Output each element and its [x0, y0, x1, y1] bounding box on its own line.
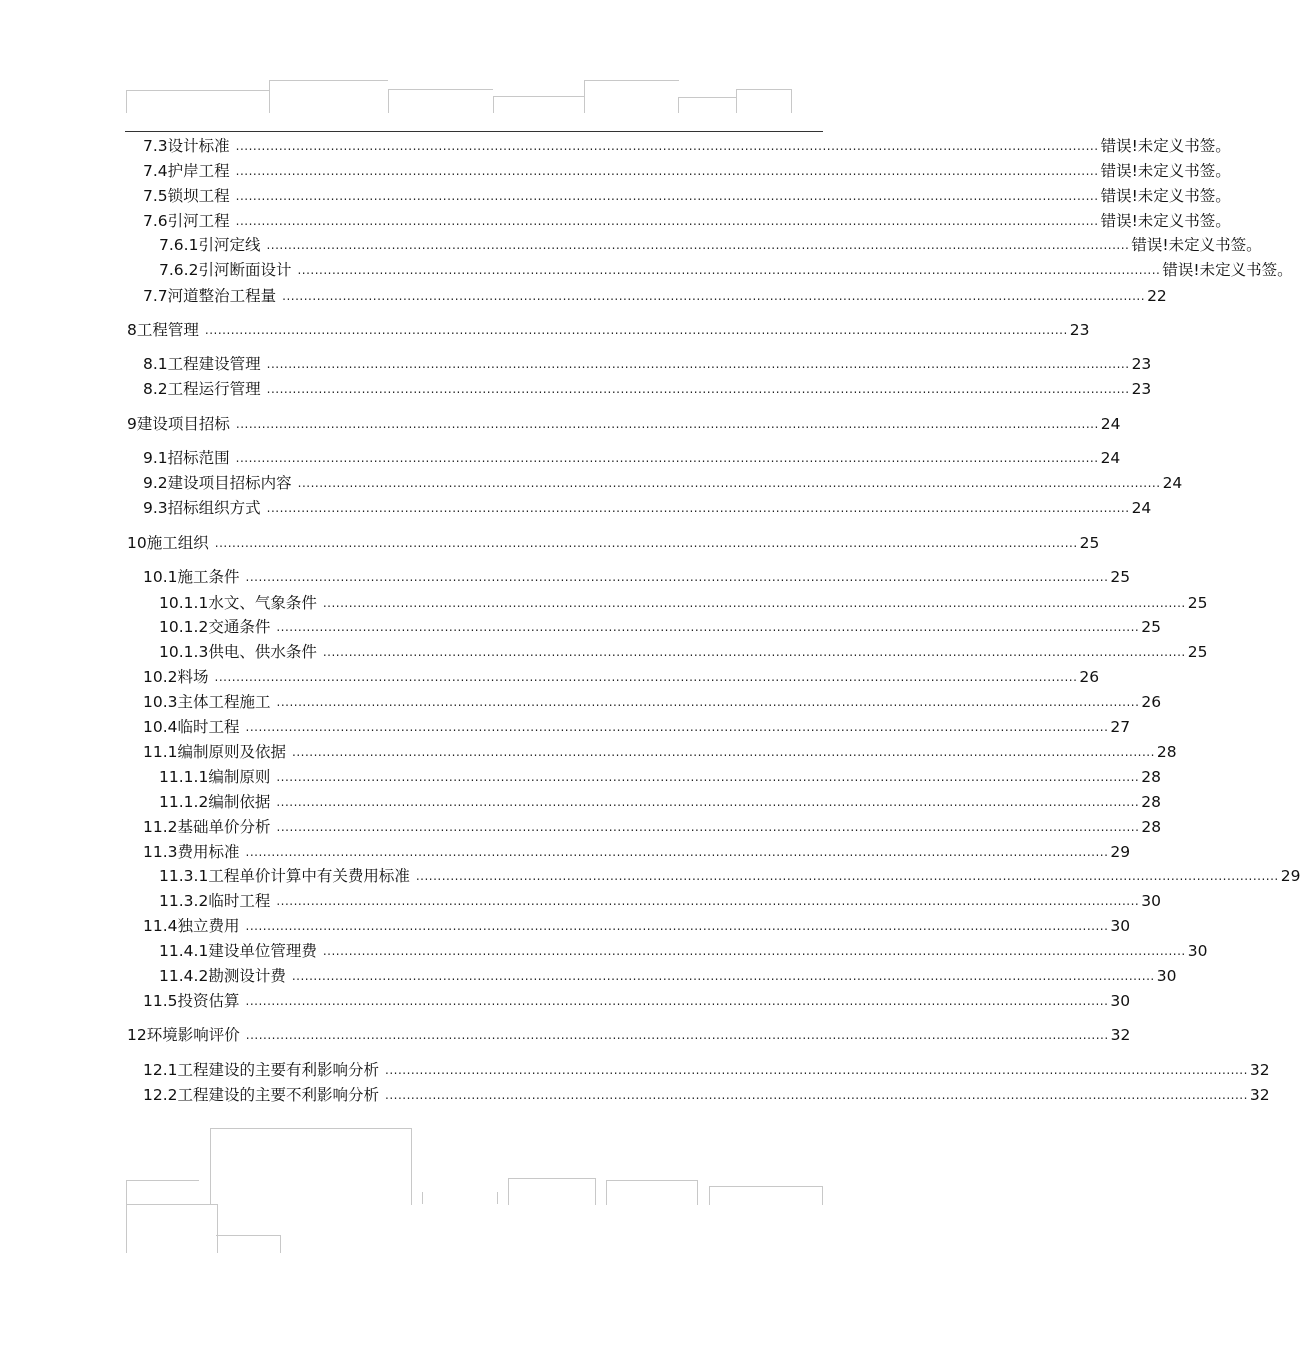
toc-dot-leader: ........................................................................................................................................................................................................	[276, 820, 1140, 834]
toc-entry-title: 编制依据	[208, 793, 271, 811]
toc-entry-title: 河道整治工程量	[167, 287, 277, 305]
toc-entry-number: 9.1	[143, 449, 168, 467]
toc-entry[interactable]	[143, 1085, 1270, 1105]
toc-entry-title: 交通条件	[208, 618, 271, 636]
toc-entry-page: 错误!未定义书签。	[1100, 162, 1231, 180]
toc-entry[interactable]	[159, 260, 1293, 280]
toc-entry[interactable]	[143, 354, 1152, 374]
toc-entry-page: 28	[1141, 818, 1162, 836]
toc-entry[interactable]	[159, 235, 1262, 255]
toc-entry-number: 12.2	[143, 1086, 178, 1104]
toc-dot-leader: ........................................................................................................................................................................................................	[245, 570, 1109, 584]
toc-entry[interactable]	[143, 991, 1131, 1011]
toc-entry-page: 29	[1110, 843, 1131, 861]
toc-entry-number: 11.5	[143, 992, 178, 1010]
toc-entry-title: 水文、气象条件	[208, 594, 317, 612]
toc-entry[interactable]	[143, 1060, 1270, 1080]
toc-entry-title: 编制原则	[208, 768, 271, 786]
toc-entry-title: 料场	[177, 668, 209, 686]
toc-dot-leader: ........................................................................................................................................................................................................	[291, 969, 1155, 983]
toc-entry-number: 10	[127, 534, 147, 552]
toc-entry-page: 23	[1069, 321, 1090, 339]
toc-dot-leader: ........................................................................................................................................................................................................	[204, 323, 1068, 337]
toc-entry-page: 32	[1249, 1086, 1270, 1104]
toc-dot-leader: ........................................................................................................................................................................................................	[235, 189, 1099, 203]
toc-entry-number: 10.2	[143, 668, 178, 686]
toc-entry-number: 11.4.2	[159, 967, 209, 985]
toc-entry-title: 费用标准	[177, 843, 240, 861]
toc-entry-page: 错误!未定义书签。	[1131, 236, 1262, 254]
toc-entry-title: 主体工程施工	[177, 693, 271, 711]
toc-entry-page: 23	[1131, 355, 1152, 373]
toc-entry-number: 11.4	[143, 917, 178, 935]
toc-entry[interactable]	[159, 941, 1208, 961]
toc-entry-page: 30	[1187, 942, 1208, 960]
toc-entry-title: 基础单价分析	[177, 818, 271, 836]
toc-entry-number: 7.6.1	[159, 236, 199, 254]
toc-dot-leader: ........................................................................................................................................................................................................	[276, 795, 1140, 809]
toc-entry-page: 错误!未定义书签。	[1100, 137, 1231, 155]
toc-entry-page: 28	[1156, 743, 1177, 761]
toc-entry-title: 工程管理	[136, 321, 199, 339]
toc-entry[interactable]	[143, 692, 1162, 712]
toc-entry-page: 23	[1131, 380, 1152, 398]
toc-entry-title: 建设项目招标内容	[167, 474, 292, 492]
toc-dot-leader: ........................................................................................................................................................................................................	[266, 501, 1130, 515]
toc-entry-page: 30	[1156, 967, 1177, 985]
toc-entry-title: 建设单位管理费	[208, 942, 317, 960]
toc-entry-page: 24	[1100, 449, 1121, 467]
toc-dot-leader: ........................................................................................................................................................................................................	[276, 620, 1140, 634]
toc-dot-leader: ........................................................................................................................................................................................................	[385, 1063, 1248, 1077]
toc-entry-number: 9.3	[143, 499, 168, 517]
toc-entry[interactable]	[143, 136, 1231, 156]
toc-entry[interactable]	[127, 414, 1121, 434]
toc-entry-title: 临时工程	[208, 892, 271, 910]
toc-entry-title: 引河定线	[198, 236, 261, 254]
toc-entry-number: 8	[127, 321, 137, 339]
toc-entry[interactable]	[143, 186, 1231, 206]
toc-dot-leader: ........................................................................................................................................................................................................	[322, 944, 1186, 958]
toc-entry-title: 工程建设的主要有利影响分析	[177, 1061, 380, 1079]
toc-entry-page: 32	[1110, 1026, 1131, 1044]
toc-entry-title: 招标范围	[167, 449, 230, 467]
toc-dot-leader: ........................................................................................................................................................................................................	[214, 670, 1078, 684]
toc-entry-title: 施工条件	[177, 568, 240, 586]
toc-entry[interactable]	[159, 891, 1161, 911]
toc-entry-page: 24	[1162, 474, 1183, 492]
toc-entry-number: 10.1	[143, 568, 178, 586]
toc-entry-page: 25	[1187, 594, 1208, 612]
toc-entry-page: 25	[1079, 534, 1100, 552]
toc-entry-number: 9	[127, 415, 137, 433]
toc-entry-number: 10.1.1	[159, 594, 209, 612]
toc-entry[interactable]	[143, 667, 1100, 687]
toc-dot-leader: ........................................................................................................................................................................................................	[322, 645, 1186, 659]
toc-entry-number: 9.2	[143, 474, 168, 492]
toc-entry-number: 7.6.2	[159, 261, 199, 279]
toc-dot-leader: ........................................................................................................................................................................................................	[276, 695, 1140, 709]
toc-entry-page: 28	[1141, 768, 1161, 786]
toc-entry[interactable]	[159, 642, 1208, 662]
toc-entry-number: 11.3	[143, 843, 178, 861]
toc-entry[interactable]	[159, 593, 1208, 613]
toc-entry[interactable]	[143, 211, 1231, 231]
toc-entry-page: 27	[1110, 718, 1131, 736]
toc-dot-leader: ........................................................................................................................................................................................................	[235, 164, 1099, 178]
toc-entry-number: 8.2	[143, 380, 168, 398]
toc-entry[interactable]	[127, 1025, 1131, 1045]
toc-entry-title: 临时工程	[177, 718, 240, 736]
toc-entry-title: 投资估算	[177, 992, 240, 1010]
toc-dot-leader: ........................................................................................................................................................................................................	[245, 994, 1109, 1008]
toc-entry-page: 30	[1110, 917, 1131, 935]
toc-entry-page: 错误!未定义书签。	[1100, 187, 1231, 205]
toc-entry-number: 11.3.1	[159, 867, 209, 885]
toc-dot-leader: ........................................................................................................................................................................................................	[297, 476, 1161, 490]
toc-dot-leader: ........................................................................................................................................................................................................	[297, 263, 1161, 277]
toc-entry-page: 错误!未定义书签。	[1100, 212, 1231, 230]
toc-entry-page: 30	[1110, 992, 1131, 1010]
toc-dot-leader: ........................................................................................................................................................................................................	[245, 1028, 1109, 1042]
toc-entry-title: 工程建设管理	[167, 355, 261, 373]
toc-entry-number: 12	[127, 1026, 147, 1044]
toc-entry-number: 7.5	[143, 187, 168, 205]
toc-entry-title: 施工组织	[146, 534, 209, 552]
toc-entry-page: 32	[1249, 1061, 1270, 1079]
toc-dot-leader: ........................................................................................................................................................................................................	[266, 382, 1130, 396]
toc-dot-leader: ........................................................................................................................................................................................................	[385, 1088, 1248, 1102]
toc-entry[interactable]	[143, 916, 1131, 936]
toc-dot-leader: ........................................................................................................................................................................................................	[235, 214, 1099, 228]
toc-entry-title: 勘测设计费	[208, 967, 286, 985]
toc-entry-number: 12.1	[143, 1061, 178, 1079]
toc-dot-leader: ........................................................................................................................................................................................................	[214, 536, 1078, 550]
toc-entry-number: 10.1.3	[159, 643, 209, 661]
toc-entry[interactable]	[127, 320, 1090, 340]
toc-entry[interactable]	[159, 617, 1161, 637]
toc-entry-page: 22	[1147, 287, 1167, 305]
toc-entry[interactable]	[143, 379, 1152, 399]
toc-entry[interactable]	[159, 792, 1161, 812]
toc-dot-leader: ........................................................................................................................................................................................................	[245, 919, 1109, 933]
toc-dot-leader: ........................................................................................................................................................................................................	[235, 139, 1099, 153]
toc-entry[interactable]	[143, 448, 1121, 468]
toc-entry-title: 招标组织方式	[167, 499, 261, 517]
toc-dot-leader: ........................................................................................................................................................................................................	[245, 845, 1109, 859]
toc-entry[interactable]	[159, 966, 1177, 986]
toc-entry[interactable]	[159, 767, 1161, 787]
toc-entry[interactable]	[143, 742, 1177, 762]
toc-entry-title: 引河断面设计	[198, 261, 292, 279]
toc-entry-title: 设计标准	[167, 137, 230, 155]
toc-entry[interactable]	[159, 866, 1300, 886]
toc-dot-leader: ........................................................................................................................................................................................................	[266, 357, 1130, 371]
toc-entry[interactable]	[127, 533, 1100, 553]
toc-entry[interactable]	[143, 842, 1131, 862]
toc-entry-title: 工程运行管理	[167, 380, 261, 398]
toc-dot-leader: ........................................................................................................................................................................................................	[245, 720, 1109, 734]
footer-decoration	[0, 1120, 950, 1260]
toc-entry-title: 工程建设的主要不利影响分析	[177, 1086, 380, 1104]
toc-entry[interactable]	[143, 161, 1231, 181]
toc-entry-number: 11.2	[143, 818, 178, 836]
toc-entry-title: 引河工程	[167, 212, 230, 230]
toc-entry-page: 24	[1100, 415, 1121, 433]
toc-dot-leader: ........................................................................................................................................................................................................	[292, 745, 1155, 759]
toc-entry-number: 7.3	[143, 137, 168, 155]
toc-entry-page: 29	[1280, 867, 1300, 885]
toc-entry-number: 7.4	[143, 162, 168, 180]
toc-dot-leader: ........................................................................................................................................................................................................	[235, 417, 1099, 431]
toc-entry[interactable]	[143, 473, 1183, 493]
toc-entry-number: 7.6	[143, 212, 168, 230]
toc-entry-title: 建设项目招标	[136, 415, 230, 433]
toc-entry-page: 错误!未定义书签。	[1162, 261, 1293, 279]
toc-entry-title: 锁坝工程	[167, 187, 230, 205]
toc-entry-number: 10.3	[143, 693, 178, 711]
toc-entry-page: 25	[1187, 643, 1208, 661]
toc-entry-number: 8.1	[143, 355, 168, 373]
toc-entry-page: 24	[1131, 499, 1152, 517]
toc-dot-leader: ........................................................................................................................................................................................................	[282, 289, 1146, 303]
toc-entry-title: 护岸工程	[167, 162, 230, 180]
toc-entry-page: 28	[1141, 793, 1161, 811]
toc-dot-leader: ........................................................................................................................................................................................................	[322, 596, 1186, 610]
toc-entry-page: 26	[1141, 693, 1162, 711]
toc-entry-page: 25	[1110, 568, 1131, 586]
toc-entry-number: 7.7	[143, 287, 168, 305]
toc-entry-page: 25	[1141, 618, 1161, 636]
toc-entry[interactable]	[143, 817, 1162, 837]
toc-entry-title: 工程单价计算中有关费用标准	[208, 867, 410, 885]
toc-dot-leader: ........................................................................................................................................................................................................	[276, 770, 1140, 784]
toc-dot-leader: ........................................................................................................................................................................................................	[235, 451, 1099, 465]
toc-entry[interactable]	[143, 717, 1131, 737]
toc-entry-number: 11.3.2	[159, 892, 209, 910]
toc-entry-title: 供电、供水条件	[208, 643, 317, 661]
toc-entry-title: 环境影响评价	[146, 1026, 240, 1044]
toc-entry-number: 11.4.1	[159, 942, 209, 960]
toc-dot-leader: ........................................................................................................................................................................................................	[415, 869, 1279, 883]
toc-entry-number: 11.1	[143, 743, 178, 761]
toc-entry-number: 10.1.2	[159, 618, 209, 636]
toc-entry-number: 10.4	[143, 718, 178, 736]
toc-dot-leader: ........................................................................................................................................................................................................	[276, 894, 1140, 908]
toc-entry-page: 26	[1079, 668, 1100, 686]
toc-entry-page: 30	[1141, 892, 1161, 910]
toc-dot-leader: ........................................................................................................................................................................................................	[266, 238, 1130, 252]
toc-entry-title: 独立费用	[177, 917, 240, 935]
toc-entry[interactable]	[143, 498, 1152, 518]
toc-entry[interactable]	[143, 567, 1131, 587]
toc-entry-number: 11.1.1	[159, 768, 209, 786]
toc-entry[interactable]	[143, 286, 1167, 306]
toc-entry-number: 11.1.2	[159, 793, 209, 811]
toc-entry-title: 编制原则及依据	[177, 743, 287, 761]
